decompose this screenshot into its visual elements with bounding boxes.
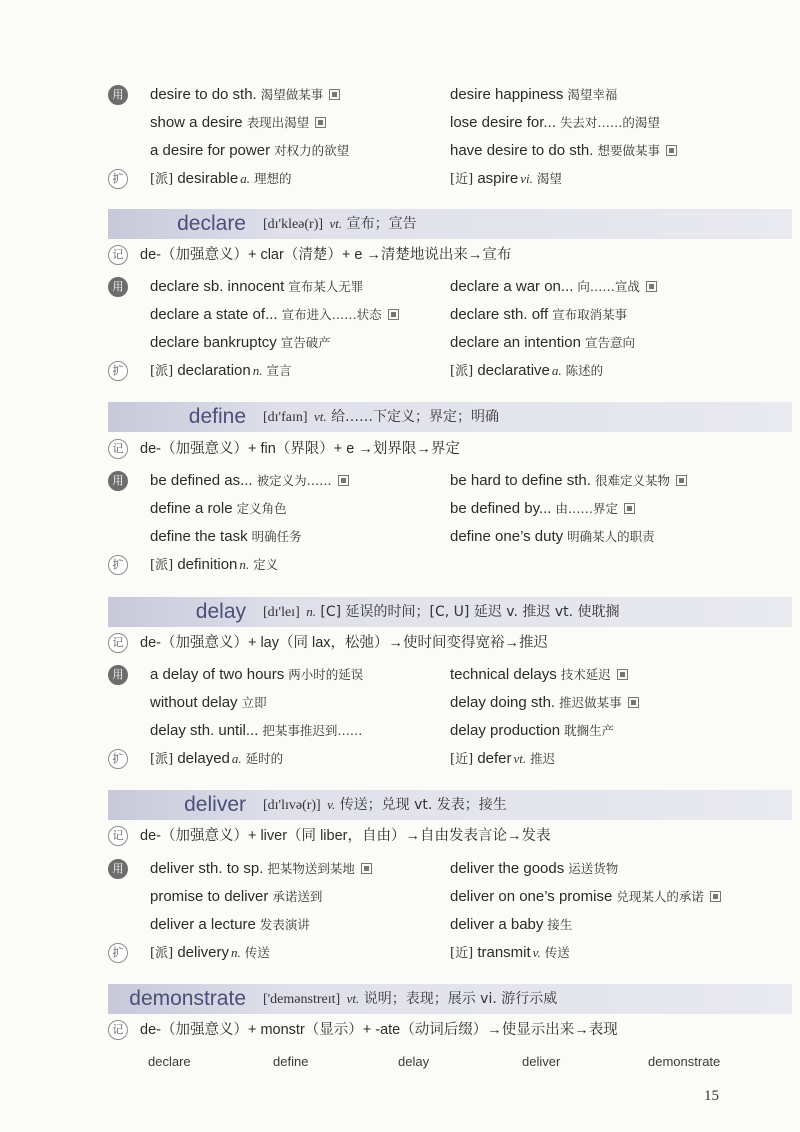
phrase-en: without delay (150, 694, 238, 711)
memory-icon: 记 (108, 439, 128, 459)
usage-phrase (150, 524, 302, 550)
extension-icon: 扩 (108, 169, 128, 189)
phrase-cn: 很难定义某物 (594, 473, 670, 488)
phrase-en: deliver on one’s promise (450, 888, 613, 905)
phrase-cn: 渴望做某事 (260, 87, 324, 102)
usage-phrase (150, 468, 349, 494)
entry-header-declare (108, 209, 792, 239)
footer-word: deliver (522, 1054, 561, 1069)
footer-word: delay (398, 1054, 430, 1069)
usage-row (108, 110, 792, 136)
derivation-tag: [派] (150, 558, 174, 573)
headword: define (188, 405, 246, 428)
phonetic: [dɪ'kleə(r)] (263, 217, 324, 232)
part-of-speech: n. (239, 557, 250, 572)
headword: declare (177, 212, 246, 235)
usage-icon: 用 (108, 277, 128, 297)
derivation-tag: [派] (150, 752, 174, 767)
phrase-en: deliver a baby (450, 916, 544, 933)
usage-row (108, 884, 792, 910)
usage-phrase (450, 302, 627, 328)
memory-icon: 记 (108, 245, 128, 265)
extension-icon: 扩 (108, 943, 128, 963)
phrase-en: define a role (150, 500, 233, 517)
phrase-cn: 把某物送到某地 (267, 861, 355, 876)
derivative-word: transmit (477, 944, 531, 961)
phrase-cn: 宣布取消某事 (552, 307, 628, 322)
audio-icon[interactable] (315, 117, 326, 128)
usage-phrase (450, 662, 628, 688)
extension-icon: 扩 (108, 361, 128, 381)
etymology-text: de-（加强意义）+ lay（同 lax，松弛）→使时间变得宽裕→推迟 (140, 635, 549, 651)
definition-text: 宣布；宣告 (346, 216, 417, 232)
phrase-en: a delay of two hours (150, 666, 285, 683)
usage-row (108, 138, 792, 164)
etymology-row (108, 1017, 792, 1043)
derivation-tag: [派] (450, 364, 474, 379)
derivative-word: aspire (477, 170, 519, 187)
usage-row (108, 496, 792, 522)
derivative-right (450, 358, 603, 385)
definition-text: [C] 延误的时间；[C, U] 延迟 v. 推迟 vt. 使耽搁 (320, 604, 620, 620)
usage-row (108, 330, 792, 356)
phrase-en: show a desire (150, 114, 243, 131)
derivative-right (450, 166, 562, 193)
phrase-en: declare sb. innocent (150, 278, 285, 295)
derivation-row (108, 746, 792, 772)
phrase-cn: 运送货物 (568, 861, 619, 876)
headword: demonstrate (129, 987, 246, 1010)
usage-row (108, 524, 792, 550)
phrase-en: delay sth. until... (150, 722, 259, 739)
part-of-speech: n. (252, 363, 263, 378)
phrase-cn: 失去对……的渴望 (559, 115, 660, 130)
usage-phrase (450, 718, 614, 744)
part-of-speech: a. (551, 363, 562, 378)
phrase-cn: 定义角色 (236, 501, 287, 516)
audio-icon[interactable] (338, 475, 349, 486)
phrase-en: deliver a lecture (150, 916, 256, 933)
phrase-cn: 两小时的延误 (288, 667, 364, 682)
usage-phrase (450, 524, 655, 550)
phrase-en: deliver the goods (450, 860, 565, 877)
entry-header-demonstrate (108, 984, 792, 1014)
usage-phrase (150, 138, 349, 164)
part-of-speech: n. (231, 945, 241, 960)
phrase-cn: 想要做某事 (597, 143, 660, 158)
usage-row (108, 912, 792, 938)
derivation-tag: [近] (450, 946, 474, 961)
phrase-cn: 宣布进入……状态 (281, 307, 382, 322)
usage-phrase (150, 690, 267, 716)
usage-icon: 用 (108, 665, 128, 685)
phonetic: ['demənstreɪt] (263, 992, 341, 1007)
phonetic: [dɪ'lɪvə(r)] (263, 798, 321, 813)
derivation-row (108, 166, 792, 192)
usage-phrase (450, 884, 721, 910)
usage-phrase (150, 302, 399, 328)
phrase-cn: 立即 (241, 695, 267, 710)
phrase-cn: 表现出渴望 (246, 115, 310, 130)
phrase-cn: 由……界定 (555, 501, 618, 516)
usage-icon: 用 (108, 859, 128, 879)
usage-phrase (150, 274, 363, 300)
usage-phrase (150, 330, 331, 356)
derivative-cn: 陈述的 (565, 363, 604, 378)
phonetic: [dɪ'faɪn] (263, 410, 308, 425)
footer-word: demonstrate (648, 1054, 721, 1069)
phrase-cn: 把某事推迟到…… (262, 723, 363, 738)
usage-phrase (450, 138, 677, 164)
usage-row (108, 718, 792, 744)
usage-phrase (450, 856, 618, 882)
etymology-text: de-（加强意义）+ clar（清楚）+ e →清楚地说出来→宣布 (140, 247, 512, 263)
usage-phrase (450, 912, 572, 938)
usage-phrase (450, 82, 617, 108)
phrase-en: deliver sth. to sp. (150, 860, 264, 877)
derivation-tag: [派] (150, 172, 174, 187)
derivation-tag: [近] (450, 172, 474, 187)
etymology-row (108, 823, 792, 849)
usage-phrase (450, 110, 660, 136)
phrase-en: be hard to define sth. (450, 472, 591, 489)
usage-phrase (150, 82, 340, 108)
phrase-en: define one’s duty (450, 528, 564, 545)
usage-row (108, 302, 792, 328)
derivation-row (108, 358, 792, 384)
usage-phrase (150, 912, 310, 938)
phrase-cn: 渴望幸福 (567, 87, 618, 102)
phrase-en: declare a state of... (150, 306, 278, 323)
derivative-left (150, 166, 291, 193)
derivation-tag: [派] (150, 946, 174, 961)
extension-icon: 扩 (108, 555, 128, 575)
derivative-left (150, 746, 283, 773)
usage-phrase (450, 274, 657, 300)
definition-text: 说明；表现；展示 vi. 游行示威 (363, 991, 558, 1007)
phrase-cn: 宣布某人无罪 (288, 279, 364, 294)
headword-definition (263, 209, 417, 240)
part-of-speech: vi. (520, 171, 533, 186)
derivative-cn: 定义 (253, 557, 279, 572)
headword-definition (263, 597, 620, 628)
entry-header-define (108, 402, 792, 432)
audio-icon[interactable] (388, 309, 399, 320)
audio-icon[interactable] (361, 863, 372, 874)
derivation-row (108, 940, 792, 966)
usage-phrase (450, 330, 635, 356)
usage-icon: 用 (108, 85, 128, 105)
extension-icon: 扩 (108, 749, 128, 769)
footer-word: declare (148, 1054, 191, 1069)
phrase-cn: 推迟做某事 (559, 695, 622, 710)
derivative-word: definition (177, 556, 238, 573)
phrase-en: declare a war on... (450, 278, 574, 295)
part-of-speech: a. (231, 751, 242, 766)
usage-row (108, 662, 792, 688)
etymology-text: de-（加强意义）+ fin（界限）+ e →划界限→界定 (140, 441, 460, 457)
usage-row (108, 468, 792, 494)
phrase-cn: 技术延迟 (560, 667, 611, 682)
entry-header-delay (108, 597, 792, 627)
phrase-en: declare bankruptcy (150, 334, 277, 351)
etymology-text: de-（加强意义）+ liver（同 liber，自由）→自由发表言论→发表 (140, 828, 551, 844)
phrase-cn: 兑现某人的承诺 (616, 889, 704, 904)
phonetic: [dɪ'leɪ] (263, 605, 300, 620)
part-of-speech: vt. (329, 216, 343, 231)
derivative-word: delivery (177, 944, 230, 961)
definition-text: 给……下定义；界定；明确 (331, 409, 500, 425)
memory-icon: 记 (108, 1020, 128, 1040)
phrase-en: have desire to do sth. (450, 142, 594, 159)
phrase-en: define the task (150, 528, 248, 545)
derivative-cn: 理想的 (253, 171, 292, 186)
part-of-speech: vt. (513, 751, 527, 766)
memory-icon: 记 (108, 826, 128, 846)
etymology-text: de-（加强意义）+ monstr（显示）+ -ate（动词后缀）→使显示出来→表现 (140, 1022, 618, 1038)
derivation-tag: [派] (150, 364, 174, 379)
derivative-word: delayed (177, 750, 230, 767)
audio-icon[interactable] (710, 891, 721, 902)
derivative-word: declaration (177, 362, 251, 379)
usage-phrase (150, 496, 287, 522)
usage-row (108, 690, 792, 716)
usage-icon: 用 (108, 471, 128, 491)
usage-phrase (150, 856, 372, 882)
phrase-cn: 宣告意向 (584, 335, 635, 350)
part-of-speech: n. (306, 604, 316, 619)
headword-definition (263, 402, 499, 433)
phrase-cn: 向……宣战 (577, 279, 640, 294)
etymology-row (108, 242, 792, 268)
usage-row (108, 82, 792, 108)
derivative-cn: 传送 (544, 945, 570, 960)
page-number: 15 (704, 1088, 719, 1104)
usage-phrase (450, 468, 687, 494)
headword: deliver (184, 793, 246, 816)
phrase-en: delay doing sth. (450, 694, 556, 711)
phrase-en: lose desire for... (450, 114, 556, 131)
usage-phrase (150, 110, 326, 136)
audio-icon[interactable] (646, 281, 657, 292)
derivative-right (450, 746, 555, 773)
derivative-word: desirable (177, 170, 239, 187)
headword-definition (263, 984, 557, 1015)
audio-icon[interactable] (628, 697, 639, 708)
phrase-en: technical delays (450, 666, 557, 683)
part-of-speech: v. (327, 797, 336, 812)
usage-phrase (150, 662, 363, 688)
phrase-en: promise to deliver (150, 888, 269, 905)
derivative-word: defer (477, 750, 512, 767)
phrase-cn: 对权力的欲望 (274, 143, 350, 158)
phrase-en: desire happiness (450, 86, 564, 103)
part-of-speech: v. (532, 945, 541, 960)
headword: delay (195, 600, 246, 623)
phrase-en: be defined by... (450, 500, 552, 517)
phrase-en: delay production (450, 722, 561, 739)
phrase-cn: 接生 (547, 917, 573, 932)
audio-icon[interactable] (666, 145, 677, 156)
entry-header-deliver (108, 790, 792, 820)
derivative-cn: 推迟 (530, 751, 556, 766)
phrase-cn: 发表演讲 (259, 917, 310, 932)
derivative-right (450, 940, 570, 967)
audio-icon[interactable] (329, 89, 340, 100)
audio-icon[interactable] (676, 475, 687, 486)
derivative-word: declarative (477, 362, 550, 379)
phrase-cn: 明确任务 (251, 529, 302, 544)
phrase-cn: 宣告破产 (280, 335, 331, 350)
derivative-left (150, 552, 278, 579)
usage-row (108, 856, 792, 882)
derivation-tag: [近] (450, 752, 474, 767)
etymology-row (108, 630, 792, 656)
phrase-en: declare an intention (450, 334, 581, 351)
usage-phrase (450, 496, 635, 522)
derivative-left (150, 940, 270, 967)
phrase-en: declare sth. off (450, 306, 549, 323)
phrase-en: be defined as... (150, 472, 253, 489)
footer-word-index (108, 1051, 792, 1073)
phrase-en: desire to do sth. (150, 86, 257, 103)
etymology-row (108, 436, 792, 462)
part-of-speech: vt. (346, 991, 360, 1006)
derivation-row (108, 552, 792, 578)
derivative-cn: 宣言 (266, 363, 292, 378)
derivative-cn: 延时的 (245, 751, 284, 766)
usage-phrase (450, 690, 639, 716)
part-of-speech: a. (240, 171, 250, 186)
phrase-en: a desire for power (150, 142, 271, 159)
phrase-cn: 明确某人的职责 (567, 529, 655, 544)
audio-icon[interactable] (617, 669, 628, 680)
phrase-cn: 被定义为…… (256, 473, 332, 488)
phrase-cn: 耽搁生产 (564, 723, 615, 738)
definition-text: 传送；兑现 vt. 发表；接生 (339, 797, 507, 813)
part-of-speech: vt. (313, 409, 327, 424)
audio-icon[interactable] (624, 503, 635, 514)
headword-definition (263, 790, 507, 821)
memory-icon: 记 (108, 633, 128, 653)
usage-phrase (150, 884, 322, 910)
derivative-left (150, 358, 291, 385)
usage-row (108, 274, 792, 300)
usage-phrase (150, 718, 362, 744)
derivative-cn: 传送 (244, 945, 270, 960)
footer-word: define (273, 1054, 309, 1069)
phrase-cn: 承诺送到 (272, 889, 323, 904)
derivative-cn: 渴望 (536, 171, 562, 186)
